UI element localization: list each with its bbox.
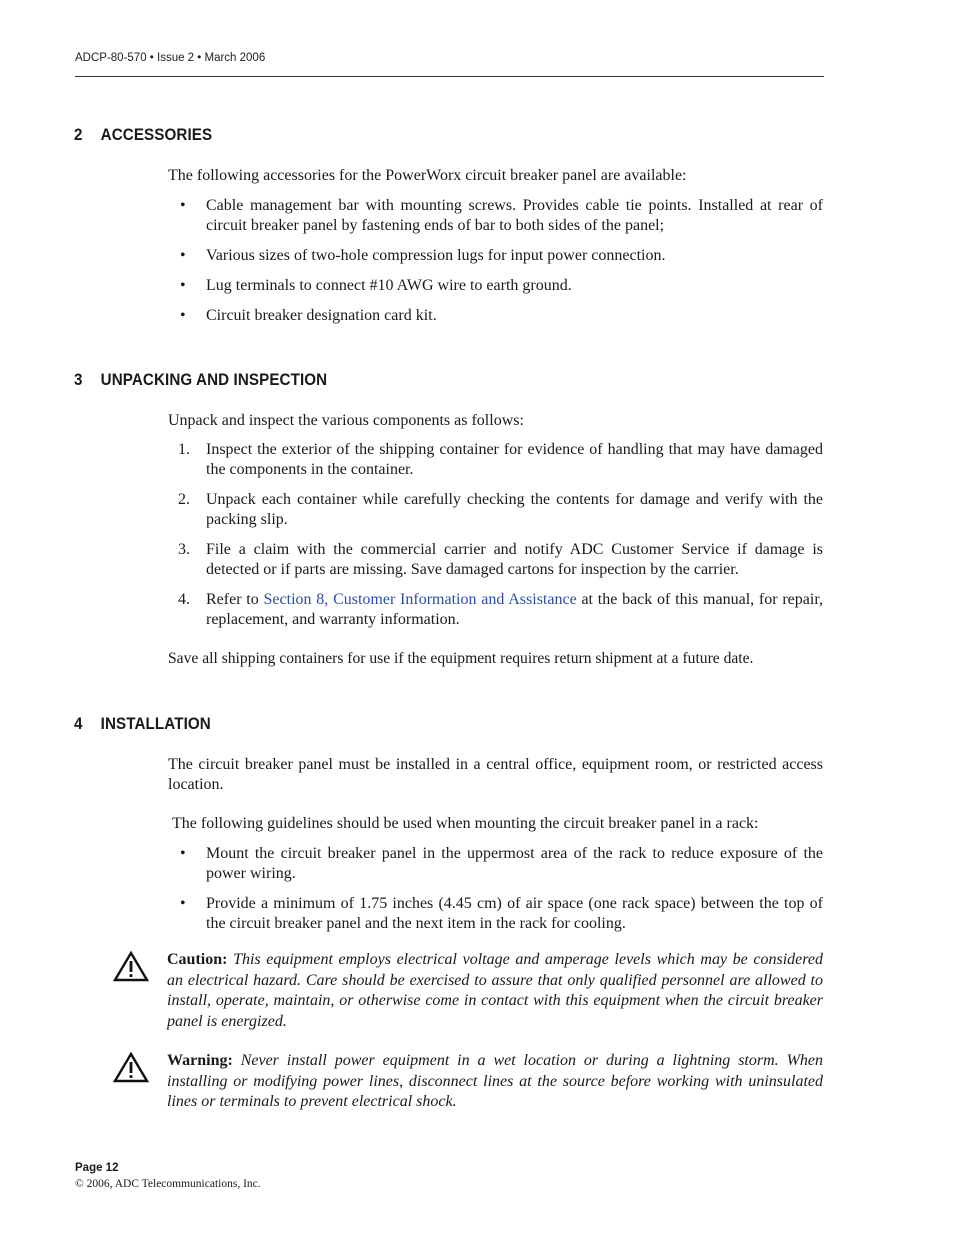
header-divider bbox=[75, 76, 824, 77]
list-item-text: Cable management bar with mounting screws. Provides cable tie points. Installed at rear of circuit breaker panel by fastening ends of bar to both sides of the panel; bbox=[206, 197, 823, 234]
list-item-text: Inspect the exterior of the shipping container for evidence of handling that may have damaged the components in the container. bbox=[206, 441, 823, 478]
installation-paragraph-2: The following guidelines should be used when mounting the circuit breaker panel in a rack: bbox=[172, 815, 759, 832]
bullet-marker: • bbox=[180, 197, 186, 214]
accessories-list bbox=[168, 196, 823, 336]
step-number: 4. bbox=[178, 591, 190, 608]
bullet-marker: • bbox=[180, 247, 186, 264]
list-item-text: Circuit breaker designation card kit. bbox=[206, 307, 437, 324]
bullet-marker: • bbox=[180, 307, 186, 324]
copyright: © 2006, ADC Telecommunications, Inc. bbox=[75, 1178, 261, 1190]
list-item bbox=[168, 246, 823, 266]
section-title: UNPACKING AND INSPECTION bbox=[100, 371, 328, 389]
unpacking-intro: Unpack and inspect the various components as follows: bbox=[168, 412, 524, 429]
list-item bbox=[168, 590, 823, 630]
step-number: 1. bbox=[178, 441, 190, 458]
unpacking-outro: Save all shipping containers for use if the equipment requires return shipment at a future date. bbox=[168, 650, 754, 667]
list-item bbox=[168, 894, 823, 934]
unpacking-steps bbox=[168, 440, 823, 640]
bullet-marker: • bbox=[180, 277, 186, 294]
list-item bbox=[168, 540, 823, 580]
warning-body bbox=[167, 1051, 823, 1113]
section-title: ACCESSORIES bbox=[100, 126, 213, 144]
list-item-text: Unpack each container while carefully checking the contents for damage and verify with the packing slip. bbox=[206, 491, 823, 528]
list-item bbox=[168, 276, 823, 296]
caution-body bbox=[167, 950, 823, 1032]
document-header: ADCP-80-570 • Issue 2 • March 2006 bbox=[75, 52, 266, 64]
list-item bbox=[168, 844, 823, 884]
list-item bbox=[168, 490, 823, 530]
warning-triangle-icon bbox=[113, 1051, 149, 1083]
step-number: 3. bbox=[178, 541, 190, 558]
warning-label: Warning: bbox=[167, 1052, 233, 1069]
section-heading-unpacking bbox=[74, 371, 327, 390]
list-item bbox=[168, 306, 823, 326]
warning-text: Never install power equipment in a wet location or during a lightning storm. When installing or modifying power lines, disconnect lines at the source before working with uninsulated lines or terminals to prevent electrical shock. bbox=[167, 1052, 823, 1110]
list-item bbox=[168, 440, 823, 480]
caution-text: This equipment employs electrical voltage and amperage levels which may be considered an electrical hazard. Care should be exercised to assure that only qualified personnel are allowed to install, operate, maintain, or otherwise come in contact with this equipment when the circuit breaker panel is energized. bbox=[167, 951, 824, 1030]
warning-triangle-icon bbox=[113, 950, 149, 982]
bullet-marker: • bbox=[180, 895, 186, 912]
list-item-text: Mount the circuit breaker panel in the uppermost area of the rack to reduce exposure of the power wiring. bbox=[206, 845, 823, 882]
section-number: 4 bbox=[74, 715, 83, 733]
list-item bbox=[168, 196, 823, 236]
section-heading-accessories bbox=[74, 126, 212, 145]
step4-after: at the back of this manual, for repair, replacement, and warranty information. bbox=[206, 591, 824, 628]
page-number: Page 12 bbox=[75, 1162, 119, 1174]
step-number: 2. bbox=[178, 491, 190, 508]
section-number: 3 bbox=[74, 371, 83, 389]
list-item-text: Provide a minimum of 1.75 inches (4.45 cm) of air space (one rack space) between the top of the circuit breaker panel and the next item in the rack for cooling. bbox=[206, 895, 823, 932]
caution-label: Caution: bbox=[167, 951, 228, 968]
installation-paragraph-1: The circuit breaker panel must be installed in a central office, equipment room, or restricted access location. bbox=[168, 756, 823, 793]
list-item-text: Lug terminals to connect #10 AWG wire to earth ground. bbox=[206, 277, 572, 294]
list-item-text: Various sizes of two-hole compression lugs for input power connection. bbox=[206, 247, 666, 264]
section-title: INSTALLATION bbox=[100, 715, 211, 733]
section-8-link[interactable]: Section 8, Customer Information and Assistance bbox=[263, 591, 577, 608]
bullet-marker: • bbox=[180, 845, 186, 862]
installation-guidelines-list bbox=[168, 844, 823, 944]
step4-before: Refer to bbox=[206, 591, 264, 608]
accessories-intro: The following accessories for the PowerWorx circuit breaker panel are available: bbox=[168, 167, 687, 184]
section-heading-installation bbox=[74, 715, 211, 734]
list-item-text: File a claim with the commercial carrier and notify ADC Customer Service if damage is detected or if parts are missing. Save damaged cartons for inspection by the carrier. bbox=[206, 541, 823, 578]
section-number: 2 bbox=[74, 126, 83, 144]
